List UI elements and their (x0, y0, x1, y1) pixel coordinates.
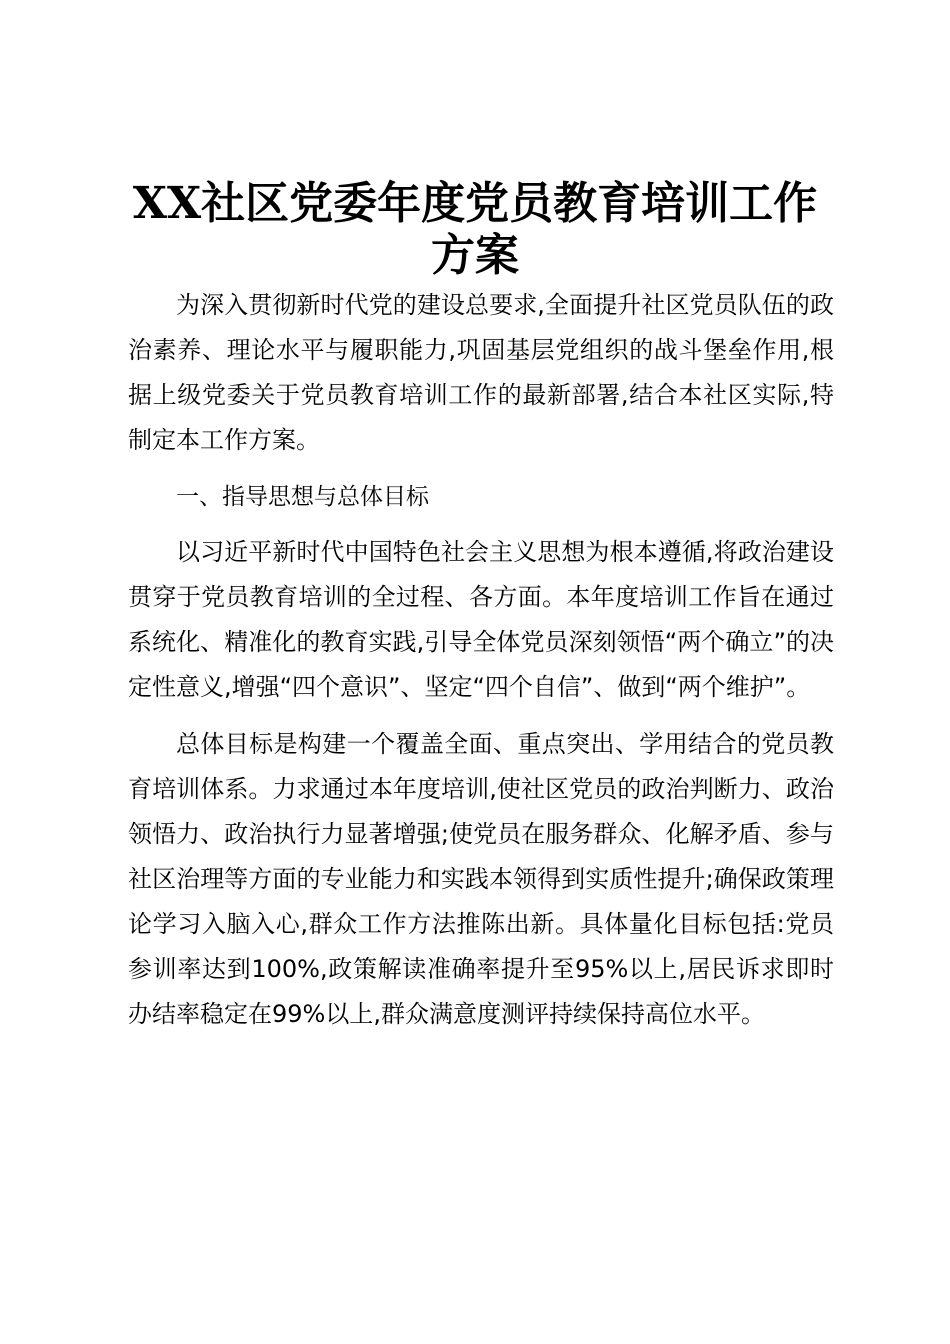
intro-paragraph: 为深入贯彻新时代党的建设总要求,全面提升社区党员队伍的政治素养、理论水平与履职能力,巩固基层党组织的战斗堡垒作用,根据上级党委关于党员教育培训工作的最新部署,结合本社区实际,特制定本工作方案。 (128, 291, 834, 454)
overall-goals-paragraph: 总体目标是构建一个覆盖全面、重点突出、学用结合的党员教育培训体系。力求通过本年度培训,使社区党员的政治判断力、政治领悟力、政治执行力显著增强;使党员在服务群众、化解矛盾、参与社区治理等方面的专业能力和实践本领得到实质性提升;确保政策理论学习入脑入心,群众工作方法推陈出新。具体量化目标包括:党员参训率达到100%,政策解读准确率提升至95%以上,居民诉求即时办结率稳定在99%以上,群众满意度测评持续保持高位水平。 (128, 730, 834, 1028)
document-title: XX社区党委年度党员教育培训工作方案 (132, 178, 818, 281)
guiding-ideology-paragraph: 以习近平新时代中国特色社会主义思想为根本遵循,将政治建设贯穿于党员教育培训的全过程、各方面。本年度培训工作旨在通过系统化、精准化的教育实践,引导全体党员深刻领悟“两个确立”的决定性意义,增强“四个意识”、坚定“四个自信”、做到“两个维护”。 (128, 538, 834, 701)
document-body (128, 283, 834, 1049)
section-heading: 一、指导思想与总体目标 (176, 484, 429, 510)
